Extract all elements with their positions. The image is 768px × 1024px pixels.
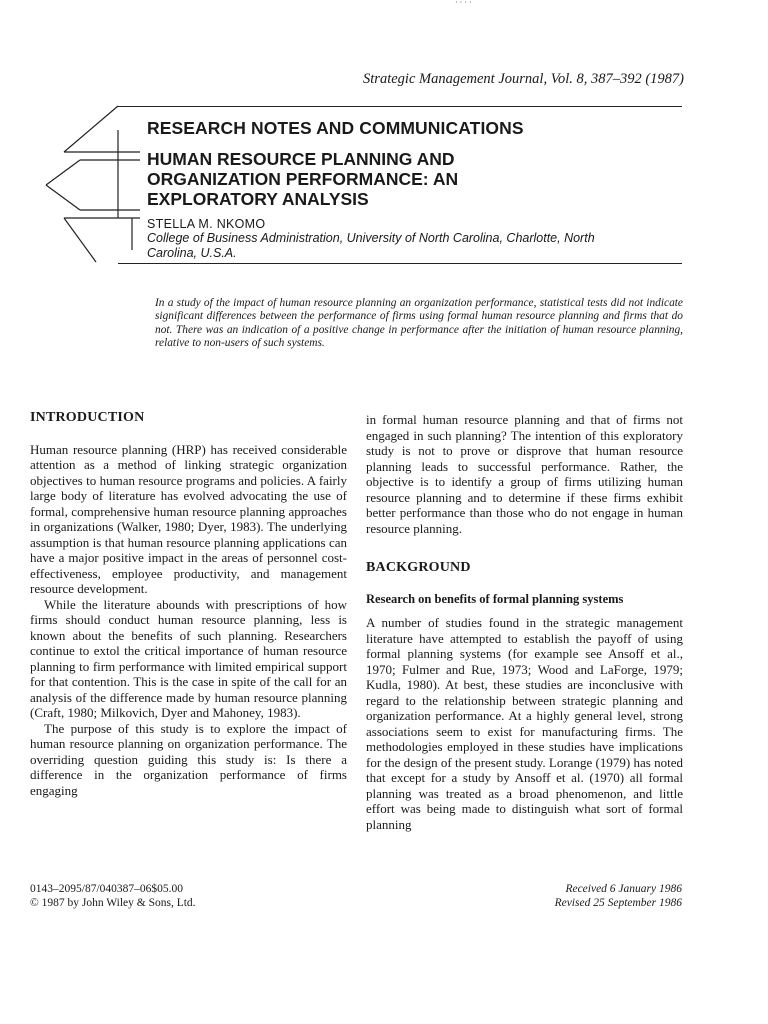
title-line: HUMAN RESOURCE PLANNING AND (147, 149, 455, 169)
subsection-heading: Research on benefits of formal planning systems (366, 591, 624, 606)
body-paragraph: in formal human resource planning and that of firms not engaged in such planning? The intention of this exploratory study is not to prove or disprove that human resource planning leads to successful performance. Rather, the objective is to identify a group of firms utilizing human resource planning and to determine if these firms exhibit better performance than those who do not engage in human resource planning. (366, 412, 683, 536)
body-paragraph: While the literature abounds with prescriptions of how firms should conduct human resource planning, less is known about the benefits of such planning. Researchers continue to extol the critical importance of human resource planning to firm performance with limited empirical support for that contention. This is the case in spite of the call for an analysis of the difference made by human resource planning (Craft, 1980; Milkovich, Dyer and Mahoney, 1983). (30, 596, 347, 720)
left-column (30, 410, 347, 798)
footer-left (30, 882, 196, 910)
issn-code: 0143–2095/87/040387–06$05.00 (30, 883, 184, 895)
received-date: Received 6 January 1986 (565, 883, 682, 895)
header-rule-bottom (118, 263, 682, 264)
footer-right (555, 882, 682, 910)
affiliation-line: College of Business Administration, University of North Carolina, Charlotte, North (147, 231, 595, 245)
copyright-notice: © 1987 by John Wiley & Sons, Ltd. (30, 897, 196, 909)
author-name: STELLA M. NKOMO (147, 217, 266, 231)
title-line: ORGANIZATION PERFORMANCE: AN (147, 169, 459, 189)
abstract: In a study of the impact of human resource planning an organization performance, statistical tests did not indicate significant differences between the performance of firms using formal human resource planning and firms that do not. There was an indication of a positive change in performance after the initiation of human resource planning, relative to non-users of such systems. (155, 297, 683, 349)
author-affiliation (147, 231, 687, 261)
title-line: EXPLORATORY ANALYSIS (147, 189, 369, 209)
header-rule-top (118, 106, 682, 107)
body-paragraph: The purpose of this study is to explore the impact of human resource planning on organization performance. The overriding question guiding this study is: Is there a difference in the organization performance of firms engaging (30, 720, 347, 798)
scan-mark: · · · · (455, 0, 472, 7)
affiliation-line: Carolina, U.S.A. (147, 246, 237, 260)
section-logo-icon (40, 100, 140, 270)
article-title (147, 149, 687, 209)
article-header (147, 118, 687, 261)
introduction-heading: INTRODUCTION (30, 410, 145, 425)
background-heading: BACKGROUND (366, 560, 471, 575)
body-paragraph: A number of studies found in the strategic management literature have attempted to establish the payoff of using formal planning systems (for example see Ansoff et al., 1970; Fulmer and Rue, 1973; Wood and LaForge, 1979; Kudla, 1980). At best, these studies are inconclusive with regard to the relationship between strategic planning and organization performance. At a highly general level, strong associations seem to exist for manufacturing firms. The methodologies employed in these studies have implications for the design of the present study. Lorange (1979) has noted that except for a study by Ansoff et al. (1970) all formal planning was treated as a broad phenomenon, and little effort was being made to distinguish what sort of formal planning (366, 615, 683, 832)
section-label: RESEARCH NOTES AND COMMUNICATIONS (147, 118, 524, 138)
revised-date: Revised 25 September 1986 (554, 897, 682, 909)
right-column (366, 412, 683, 832)
body-paragraph: Human resource planning (HRP) has received considerable attention as a method of linking strategic organization objectives to human resource programs and policies. A fairly large body of literature has evolved advocating the use of formal, comprehensive human resource planning approaches in organizations (Walker, 1980; Dyer, 1983). The underlying assumption is that human resource planning applications can have a major positive impact in the areas of personnel cost-effectiveness, employee productivity, and management resource development. (30, 441, 347, 596)
journal-reference: Strategic Management Journal, Vol. 8, 387–392 (1987) (363, 71, 684, 87)
